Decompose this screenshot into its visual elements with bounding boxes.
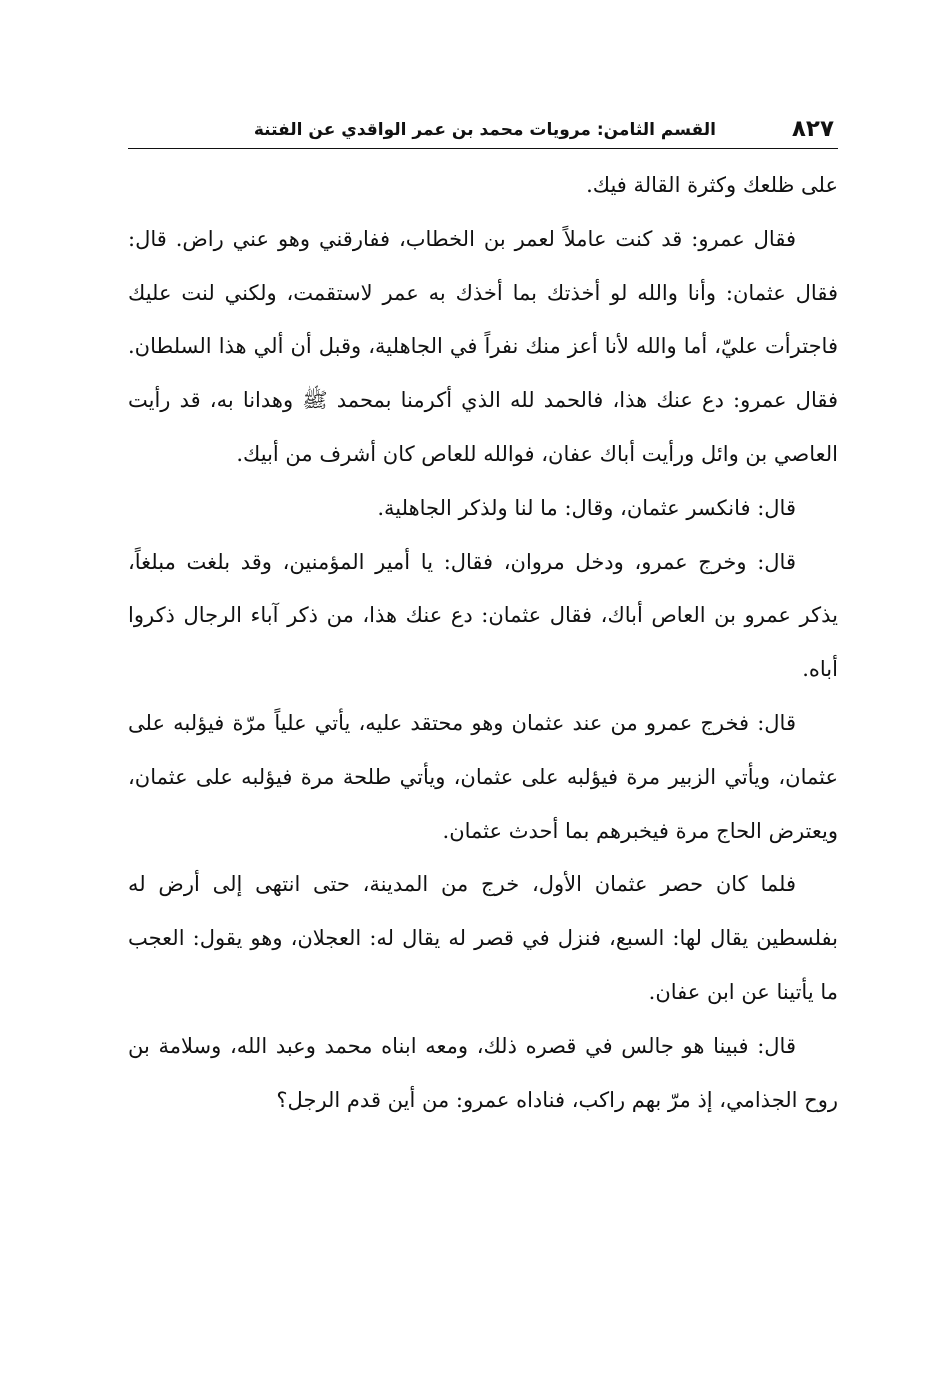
paragraph: فلما كان حصر عثمان الأول، خرج من المدينة، حتى انتهى إلى أرض له بفلسطين يقال لها: السبع، فنزل في قصر له يقال له: العجلان، وهو يقول: العجب ما يأتينا عن ابن عفان. [128, 872, 838, 1004]
paragraph: قال: فانكسر عثمان، وقال: ما لنا ولذكر الجاهلية. [377, 495, 796, 520]
book-page [128, 112, 838, 1292]
paragraph: قال: فبينا هو جالس في قصره ذلك، ومعه ابناه محمد وعبد الله، وسلامة بن روح الجذامي، إذ مرّ بهم راكب، فناداه عمرو: من أين قدم الرجل؟ [128, 1033, 838, 1112]
running-header [128, 112, 838, 149]
paragraph: فقال عمرو: قد كنت عاملاً لعمر بن الخطاب، ففارقني وهو عني راض. قال: فقال عثمان: وأنا والله لو أخذتك بما أخذك به عمر لاستقمت، ولكني لنت عليك فاجترأت عليّ، أما والله لأنا أعز منك نفراً في الجاهلية، وقبل أن ألي هذا السلطان. فقال عمرو: دع عنك هذا، فالحمد لله الذي أكرمنا بمحمد ﷺ وهدانا به، قد رأيت العاصي بن وائل ورأيت أباك عفان، فوالله للعاص كان أشرف من أبيك. [128, 226, 838, 466]
page-number: ٨٢٧ [791, 116, 834, 142]
running-title: القسم الثامن: مرويات محمد بن عمر الواقدي عن الفتنة [253, 120, 716, 140]
paragraph: قال: وخرج عمرو، ودخل مروان، فقال: يا أمير المؤمنين، وقد بلغت مبلغاً، يذكر عمرو بن العاص أباك، فقال عثمان: دع عنك هذا، من ذكر آباء الرجال ذكروا أباه. [128, 549, 838, 682]
paragraph: قال: فخرج عمرو من عند عثمان وهو محتقد عليه، يأتي علياً مرّة فيؤلبه على عثمان، ويأتي الزبير مرة فيؤلبه على عثمان، ويأتي طلحة مرة فيؤلبه على عثمان، ويعترض الحاج مرة فيخبرهم بما أحدث عثمان. [128, 710, 838, 843]
paragraph-continuation: على ظلعك وكثرة القالة فيك. [586, 173, 838, 197]
body-text [128, 159, 838, 1127]
